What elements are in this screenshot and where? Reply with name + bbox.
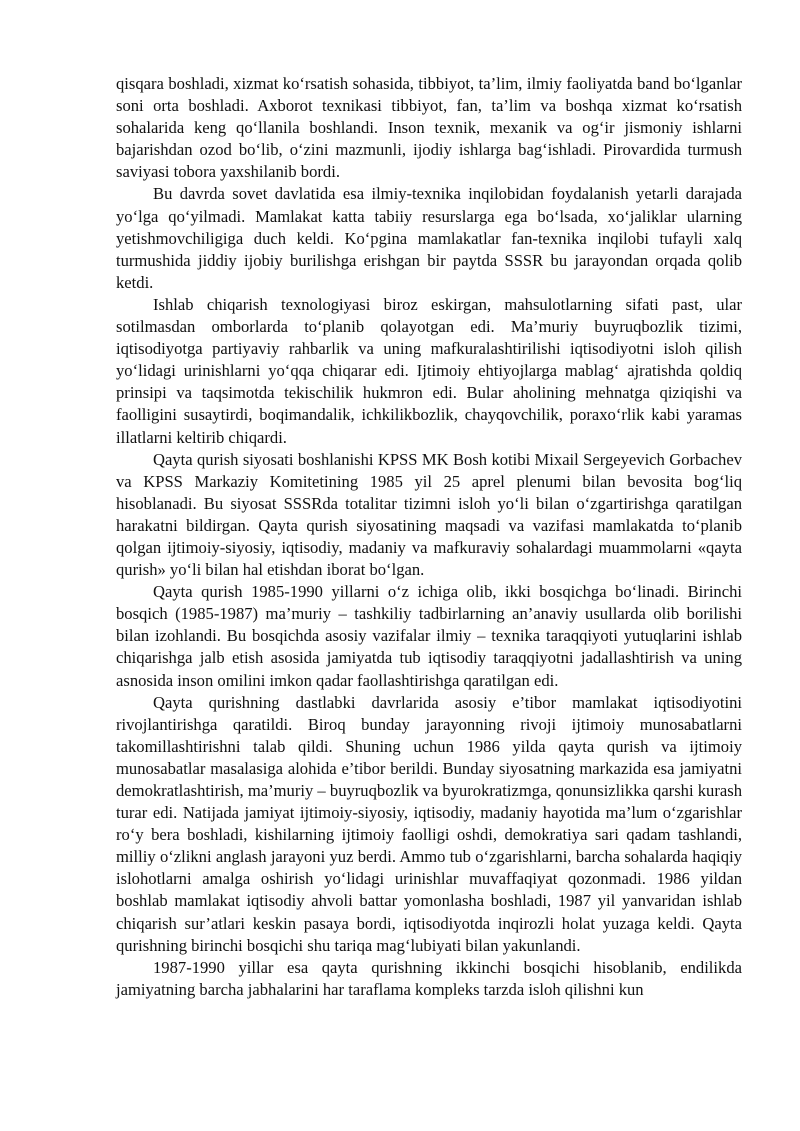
paragraph-5: Qayta qurish 1985-1990 yillarni o‘z ichiga olib, ikki bosqichga bo‘linadi. Birinchi bosqich (1985-1987) ma’muriy – tashkiliy tadbirlarning an’anaviy usullarda olib borilishi bilan izohlandi. Bu bosqichda asosiy vazifalar ilmiy – texnika taraqqiyoti yutuqlarini ishlab chiqarishga jalb etish asosida jamiyatda tub iqtisodiy taraqqiyotni jadallashtirish va uning asnosida inson omilini imkon qadar faollashtirishga qaratilgan edi. bbox=[116, 582, 742, 690]
paragraph-6: Qayta qurishning dastlabki davrlarida asosiy e’tibor mamlakat iqtisodiyotini rivojlantirishga qaratildi. Biroq bunday jarayonning rivoji ijtimoiy munosabatlarni takomillashtirishni talab qildi. Shuning uchun 1986 yilda qayta qurish va ijtimoiy munosabatlar masalasiga alohida e’tibor berildi. Bunday siyosatning markazida esa jamiyatni demokratlashtirish, ma’muriy – buyruqbozlik va byurokratizmga, qonunsizlikka qarshi kurash turar edi. Natijada jamiyat ijtimoiy-siyosiy, iqtisodiy, madaniy hayotida ma’lum o‘zgarishlar ro‘y bera boshladi, kishilarning ijtimoiy faolligi oshdi, demokratiya sari qadam tashlandi, milliy o‘zlikni anglash jarayoni yuz berdi. Ammo tub o‘zgarishlarni, barcha sohalarda haqiqiy islohotlarni amalga oshirish yo‘lidagi urinishlar muvaffaqiyat qozonmadi. 1986 yildan boshlab mamlakat iqtisodiy ahvoli battar yomonlasha boshladi, 1987 yil yanvaridan ishlab chiqarish sur’atlari keskin pasaya bordi, iqtisodiyotda inqirozli holat yuzaga keldi. Qayta qurishning birinchi bosqichi shu tariqa mag‘lubiyati bilan yakunlandi. bbox=[116, 692, 742, 955]
document-page bbox=[116, 73, 742, 1001]
paragraph-1: qisqara boshladi, xizmat ko‘rsatish sohasida, tibbiyot, ta’lim, ilmiy faoliyatda band bo‘lganlar soni orta boshladi. Axborot texnikasi tibbiyot, fan, ta’lim va boshqa xizmat ko‘rsatish sohalarida keng qo‘llanila boshlandi. Inson texnik, mexanik va og‘ir jismoniy ishlarni bajarishdan ozod bo‘lib, o‘zini mazmunli, ijodiy ishlarga bag‘ishladi. Pirovardida turmush saviyasi tobora yaxshilanib bordi. bbox=[116, 74, 742, 182]
paragraph-3: Ishlab chiqarish texnologiyasi biroz eskirgan, mahsulotlarning sifati past, ular sotilmasdan omborlarda to‘planib qolayotgan edi. Ma’muriy buyruqbozlik tizimi, iqtisodiyotga partiyaviy rahbarlik va uning mafkuralashtirilishi iqtisodiyotni isloh qilish yo‘lidagi urinishlarni yo‘qqa chiqarar edi. Ijtimoiy ehtiyojlarga mablag‘ ajratishda qoldiq prinsipi va taqsimotda tekischilik hukmron edi. Bular aholining mehnatga qiziqishi va faolligini susaytirdi, boqimandalik, ichkilikbozlik, chayqovchilik, poraxo‘rlik kabi yaramas illatlarni keltirib chiqardi. bbox=[116, 294, 742, 447]
paragraph-4: Qayta qurish siyosati boshlanishi KPSS MK Bosh kotibi Mixail Sergeyevich Gorbachev va KPSS Markaziy Komitetining 1985 yil 25 aprel plenumi bilan bevosita bog‘liq hisoblanadi. Bu siyosat SSSRda totalitar tizimni isloh yo‘li bilan o‘zgartirishga qaratilgan harakatni bildirgan. Qayta qurish siyosatining maqsadi va vazifasi mamlakatda to‘planib qolgan ijtimoiy-siyosiy, iqtisodiy, madaniy va mafkuraviy sohalardagi muammolarni «qayta qurish» yo‘li bilan hal etishdan iborat bo‘lgan. bbox=[116, 449, 742, 580]
paragraph-7: 1987-1990 yillar esa qayta qurishning ikkinchi bosqichi hisoblanib, endilikda jamiyatning barcha jabhalarini har taraflama kompleks tarzda isloh qilishni kun bbox=[116, 957, 742, 999]
paragraph-2: Bu davrda sovet davlatida esa ilmiy-texnika inqilobidan foydalanish yetarli darajada yo‘lga qo‘yilmadi. Mamlakat katta tabiiy resurslarga ega bo‘lsada, xo‘jaliklar ularning yetishmovchiligiga duch keldi. Ko‘pgina mamlakatlar fan-texnika inqilobi tufayli xalq turmushida jiddiy ijobiy burilishga erishgan bir paytda SSSR bu jarayondan orqada qolib ketdi. bbox=[116, 184, 742, 292]
